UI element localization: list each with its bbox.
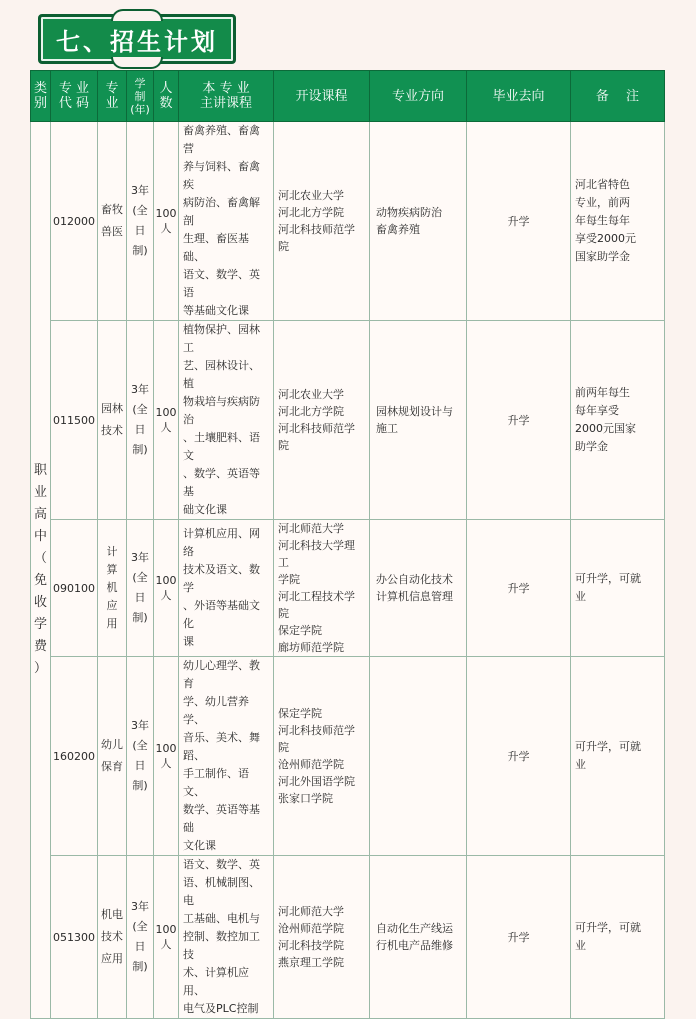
destination-cell: 升学 [467,657,571,856]
enrollment-plan-table [30,70,665,1019]
header-category: 类 别 [31,71,51,122]
major-cell: 园林 技术 [98,321,127,520]
schools-cell: 保定学院 河北科技师范学院 沧州师范学院 河北外国语学院 张家口学院 [274,657,370,856]
destination-cell: 升学 [467,122,571,321]
direction-cell: 园林规划设计与 施工 [370,321,467,520]
schools-cell: 河北师范大学 沧州师范学院 河北科技学院 燕京理工学院 [274,856,370,1019]
count-cell: 100 人 [154,657,179,856]
header-destination: 毕业去向 [467,71,571,122]
main-courses-cell: 植物保护、园林工 艺、园林设计、植 物栽培与疾病防治 、土壤肥料、语文 、数学、英语等基 础文化课 [179,321,274,520]
code-cell: 090100 [51,520,98,657]
header-code: 专 业 代 码 [51,71,98,122]
table-row [31,122,665,321]
duration-cell: 3年 (全 日 制) [127,122,154,321]
header-remarks: 备 注 [571,71,665,122]
main-courses-cell: 语文、数学、英 语、机械制图、电 工基础、电机与 控制、数控加工技 术、计算机应用、 电气及PLC控制 [179,856,274,1019]
major-cell: 机电 技术 应用 [98,856,127,1019]
remarks-cell: 前两年每生 每年享受 2000元国家 助学金 [571,321,665,520]
remarks-cell: 河北省特色 专业，前两 年每生每年 享受2000元 国家助学金 [571,122,665,321]
duration-cell: 3年 (全 日 制) [127,657,154,856]
header-major: 专 业 [98,71,127,122]
destination-cell: 升学 [467,856,571,1019]
major-cell: 计 算 机 应 用 [98,520,127,657]
remarks-cell: 可升学，可就 业 [571,657,665,856]
direction-cell: 自动化生产线运 行机电产品维修 [370,856,467,1019]
code-cell: 012000 [51,122,98,321]
remarks-cell: 可升学，可就 业 [571,856,665,1019]
direction-cell: 办公自动化技术 计算机信息管理 [370,520,467,657]
major-cell: 畜牧 兽医 [98,122,127,321]
banner-ornament-bottom [111,57,163,69]
count-cell: 100 人 [154,122,179,321]
header-direction: 专业方向 [370,71,467,122]
destination-cell: 升学 [467,520,571,657]
duration-cell: 3年 (全 日 制) [127,520,154,657]
header-duration: 学 制 (年) [127,71,154,122]
direction-cell: 动物疾病防治 畜禽养殖 [370,122,467,321]
duration-cell: 3年 (全 日 制) [127,856,154,1019]
count-cell: 100 人 [154,520,179,657]
main-courses-cell: 计算机应用、网络 技术及语文、数学 、外语等基础文化 课 [179,520,274,657]
banner-ornament-top [111,9,163,21]
section-banner [38,14,236,64]
header-count: 人 数 [154,71,179,122]
table-row [31,856,665,1019]
main-courses-cell: 幼儿心理学、教育 学、幼儿营养学、 音乐、美术、舞蹈、 手工制作、语文、 数学、英语等基础 文化课 [179,657,274,856]
table-row [31,520,665,657]
schools-cell: 河北农业大学 河北北方学院 河北科技师范学院 [274,321,370,520]
code-cell: 160200 [51,657,98,856]
schools-cell: 河北农业大学 河北北方学院 河北科技师范学院 [274,122,370,321]
count-cell: 100 人 [154,321,179,520]
table-row [31,657,665,856]
code-cell: 011500 [51,321,98,520]
duration-cell: 3年 (全 日 制) [127,321,154,520]
table-header-row [31,71,665,122]
direction-cell [370,657,467,856]
header-main-courses: 本 专 业 主讲课程 [179,71,274,122]
schools-cell: 河北师范大学 河北科技大学理工 学院 河北工程技术学院 保定学院 廊坊师范学院 [274,520,370,657]
major-cell: 幼儿 保育 [98,657,127,856]
header-offered-courses: 开设课程 [274,71,370,122]
remarks-cell: 可升学，可就 业 [571,520,665,657]
destination-cell: 升学 [467,321,571,520]
code-cell: 051300 [51,856,98,1019]
main-courses-cell: 畜禽养殖、畜禽营 养与饲料、畜禽疾 病防治、畜禽解剖 生理、畜医基础、 语文、数学、英语 等基础文化课 [179,122,274,321]
table-row [31,321,665,520]
section-title: 七、招生计划 [56,27,218,56]
count-cell: 100 人 [154,856,179,1019]
category-cell: 职 业 高 中 （ 免 收 学 费 ） [31,122,51,1019]
